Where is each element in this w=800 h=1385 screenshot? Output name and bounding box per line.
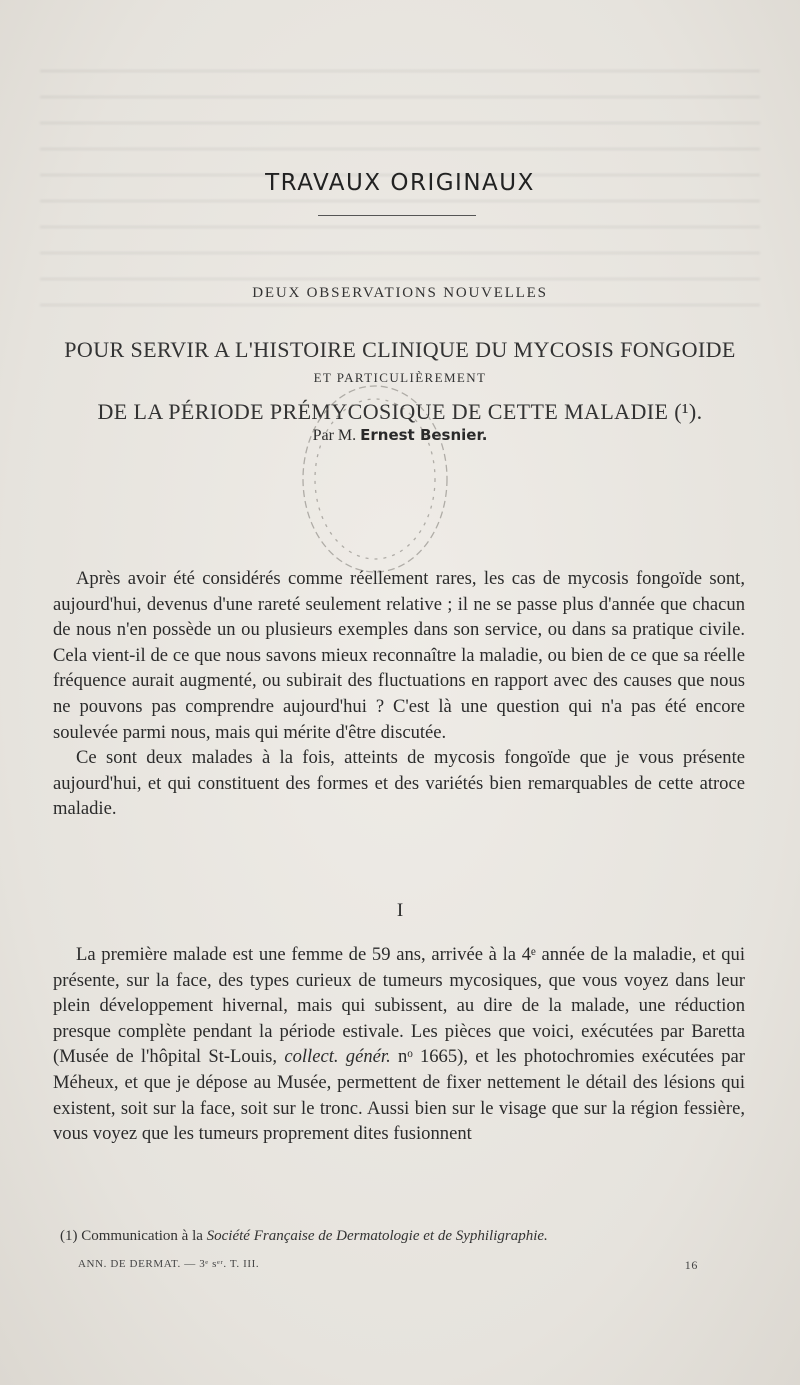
signature-number: 16 <box>684 1258 698 1272</box>
footnote-marker: (1) <box>60 1228 78 1244</box>
footnote <box>60 1228 760 1245</box>
paragraph-2: Ce sont deux malades à la fois, atteints de mycosis fongoïde que je vous présente aujourd'hui, et qui constituent des formes et des variétés bien remarquables de cette atroce maladie. <box>53 747 745 820</box>
body-paragraphs-1-2 <box>53 566 745 822</box>
subtitle-line-2: POUR SERVIR A L'HISTOIRE CLINIQUE DU MYCOSIS FONGOIDE <box>64 337 736 362</box>
subtitle-line-4: DE LA PÉRIODE PRÉMYCOSIQUE DE CETTE MALADIE (¹). <box>97 399 703 424</box>
collection-italic: collect. génér. <box>284 1046 391 1068</box>
paragraph-1: Après avoir été considérés comme réellement rares, les cas de mycosis fongoïde sont, aujourd'hui, devenus d'une rareté seulement relative ; il ne se passe plus d'année que chacun de nous n'en possède un ou plusieurs exemples dans son service, ou dans sa pratique civile. Cela vient-il de ce que nous savons mieux reconnaître la maladie, ou bien de ce que sa réelle fréquence aurait augmenté, ou subirait des fluctuations en rapport avec des causes que nous ne pouvons pas comprendre aujourd'hui ? C'est là une question qui n'a pas été encore soulevée parmi nous, mais qui mérite d'être discutée. <box>53 568 745 743</box>
footnote-society: Société Française de Dermatologie et de Syphiligraphie. <box>206 1228 548 1244</box>
page-title: TRAVAUX ORIGINAUX <box>265 170 535 196</box>
journal-reference: ANN. DE DERMAT. — 3ᵉ sᵉʳ. T. III. <box>78 1258 260 1270</box>
author-prefix: Par M. <box>312 427 361 444</box>
running-foot <box>78 1258 698 1270</box>
section-number: I <box>396 900 404 921</box>
subtitle-line-3: ET PARTICULIÈREMENT <box>313 370 487 385</box>
title-rule <box>318 215 476 216</box>
author-name: Ernest Besnier. <box>360 426 488 444</box>
footnote-text: Communication à la <box>77 1228 207 1244</box>
paragraph-3: La première malade est une femme de 59 ans, arrivée à la 4ᵉ année de la maladie, et qui présente, sur la face, des types curieux de tumeurs mycosiques, que vous voyez dans leur plein développement hivernal, mais qui subissent, au dire de la malade, une réduction presque complète pendant la période estivale. Les pièces que voici, exécutées par Baretta (Musée de l'hôpital St-Louis, collect. génér. nᵒ 1665), et les photochromies exécutées par Méheux, et que je dépose au Musée, permettent de fixer nettement le détail des lésions qui existent, soit sur la face, soit sur le tronc. Aussi bien sur le visage que sur la région fessière, vous voyez que les tumeurs proprement dites fusionnent <box>53 944 745 1145</box>
subtitle-line-1: DEUX OBSERVATIONS NOUVELLES <box>252 285 548 301</box>
library-stamp <box>296 378 454 580</box>
body-paragraph-3 <box>53 942 745 1147</box>
